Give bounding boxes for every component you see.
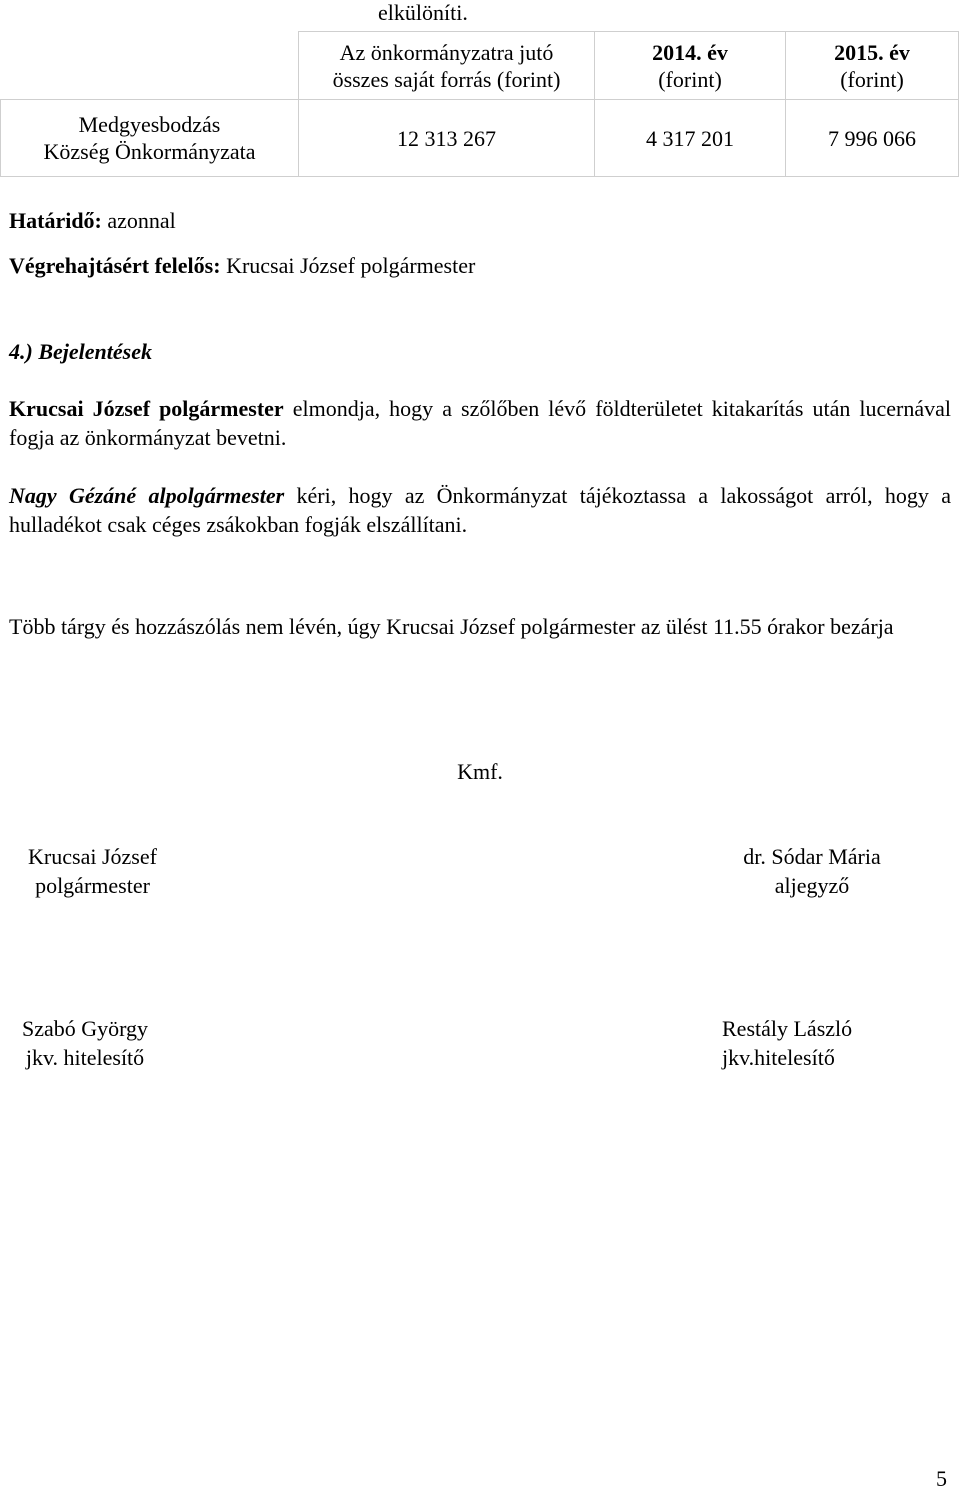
closing-paragraph: Több tárgy és hozzászólás nem lévén, úgy Krucsai József polgármester az ülést 11.55 órakor bezárja <box>9 614 894 639</box>
deadline-line <box>9 208 176 234</box>
table-row <box>1 100 959 177</box>
cell-2015: 7 996 066 <box>786 100 959 177</box>
header-2015: 2015. év (forint) <box>786 32 959 100</box>
responsible-label: Végrehajtásért felelős: <box>9 253 221 278</box>
table-empty-corner <box>1 32 299 100</box>
announcement-paragraph-1: Krucsai József polgármester elmondja, hogy a szőlőben lévő földterületet kitakarítás után lucernával fogja az önkormányzat bevetni. <box>9 396 951 450</box>
signature-mayor: Krucsai József polgármester <box>28 844 157 898</box>
signature-notary: dr. Sódar Mária aljegyző <box>743 844 881 898</box>
deadline-label: Határidő: <box>9 208 102 233</box>
kmf-label: Kmf. <box>457 759 503 784</box>
speaker-mayor: Krucsai József polgármester <box>9 396 284 421</box>
header-2014: 2014. év (forint) <box>595 32 786 100</box>
responsible-line <box>9 253 475 279</box>
table-header-row <box>1 32 959 100</box>
cell-total: 12 313 267 <box>299 100 595 177</box>
signature-verifier-1: Szabó György jkv. hitelesítő <box>21 1016 149 1070</box>
municipality-name: Medgyesbodzás Község Önkormányzata <box>1 100 299 177</box>
funding-table <box>0 31 959 177</box>
section-title: 4.) Bejelentések <box>9 339 152 364</box>
speaker-deputy-mayor: Nagy Gézáné alpolgármester <box>9 483 285 508</box>
responsible-value: Krucsai József polgármester <box>220 253 476 278</box>
cell-2014: 4 317 201 <box>595 100 786 177</box>
signature-verifier-2: Restály László jkv.hitelesítő <box>722 1016 853 1070</box>
header-own-source: Az önkormányzatra jutó összes saját forrás (forint) <box>299 32 595 100</box>
deadline-value: azonnal <box>101 208 176 233</box>
announcement-paragraph-2: Nagy Gézáné alpolgármester kéri, hogy az Önkormányzat tájékoztassa a lakosságot arról, hogy a hulladékot csak céges zsákokban fogják elszállítani. <box>9 483 952 537</box>
page-number: 5 <box>936 1466 947 1491</box>
continued-text: elkülöníti. <box>378 0 468 25</box>
